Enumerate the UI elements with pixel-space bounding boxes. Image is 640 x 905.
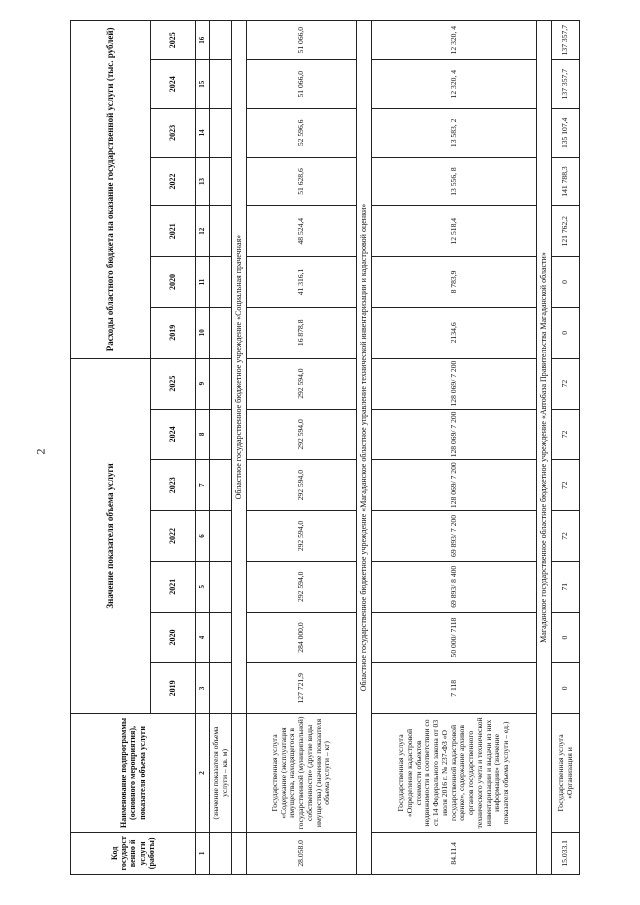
column-index: 4 bbox=[196, 612, 210, 663]
volume-value: 292 594,0 bbox=[247, 511, 357, 562]
volume-value: 69 893/ 7 200 bbox=[372, 511, 537, 562]
name-cell: Государственная услуга «Определение кадастровой стоимости объектов недвижимости в соответствии со ст. 14 Федерального закона от 03 июля 2016 г. № 237-ФЗ «О государственной кадастровой оценке», содержание архивов органов государственного технического учета и технической инвентаризации и выдачи из них информации» (значение показателя объема услуги – ед.) bbox=[372, 714, 537, 832]
header-year: 2020 bbox=[151, 257, 196, 308]
name-cell: (значение показателя объема услуги – кв. м) bbox=[210, 714, 232, 832]
column-index: 8 bbox=[196, 409, 210, 460]
header-expense-group: Расходы областного бюджета на оказание государственной услуги (тыс. рублей) bbox=[71, 21, 151, 359]
table-row bbox=[210, 21, 232, 875]
table-row bbox=[552, 21, 580, 875]
expense-value: 52 596,6 bbox=[247, 109, 357, 158]
volume-value: 7 118 bbox=[372, 663, 537, 714]
rotated-document-page bbox=[70, 20, 590, 875]
column-index: 14 bbox=[196, 109, 210, 158]
table-row bbox=[247, 21, 357, 875]
volume-value: 292 594,0 bbox=[247, 409, 357, 460]
code-cell: 84.11.4 bbox=[372, 832, 537, 874]
column-index: 2 bbox=[196, 714, 210, 832]
header-year: 2025 bbox=[151, 358, 196, 409]
section-title-row bbox=[357, 21, 372, 875]
expense-value: 41 316,1 bbox=[247, 257, 357, 308]
expense-value: 121 762,2 bbox=[552, 206, 580, 257]
volume-value: 292 594,0 bbox=[247, 358, 357, 409]
column-index: 7 bbox=[196, 460, 210, 511]
expense-value: 13 556, 8 bbox=[372, 157, 537, 206]
expense-value: 2134,6 bbox=[372, 307, 537, 358]
column-index: 5 bbox=[196, 561, 210, 612]
expense-value: 51 066,0 bbox=[247, 60, 357, 109]
column-index: 1 bbox=[196, 832, 210, 874]
section-title: Областное государственное бюджетное учреждение «Магаданское областное управление технической инвентаризации и кадастровой оценки» bbox=[357, 21, 372, 875]
expense-value: 135 107,4 bbox=[552, 109, 580, 158]
section-title: Областное государственное бюджетное учреждение «Социальная прачечная» bbox=[232, 21, 247, 714]
expense-value: 141 788,3 bbox=[552, 157, 580, 206]
volume-value: 292 594,0 bbox=[247, 561, 357, 612]
section-title: Магаданское государственное областное бюджетное учреждение «Автобаза Правительства Магаданской области» bbox=[537, 21, 552, 875]
expense-value: 12 320, 4 bbox=[372, 21, 537, 60]
volume-value: 0 bbox=[552, 612, 580, 663]
expense-value: 48 524,4 bbox=[247, 206, 357, 257]
header-year: 2021 bbox=[151, 561, 196, 612]
section-title-row bbox=[232, 21, 247, 875]
header-year: 2019 bbox=[151, 663, 196, 714]
volume-value: 72 bbox=[552, 358, 580, 409]
expense-value: 51 066,0 bbox=[247, 21, 357, 60]
volume-value: 128 069/ 7 200 bbox=[372, 409, 537, 460]
header-year: 2022 bbox=[151, 157, 196, 206]
header-year: 2020 bbox=[151, 612, 196, 663]
header-year: 2022 bbox=[151, 511, 196, 562]
table-row bbox=[372, 21, 537, 875]
header-volume-group: Значение показателя объема услуги bbox=[71, 358, 151, 714]
volume-value: 127 721,9 bbox=[247, 663, 357, 714]
header-year: 2023 bbox=[151, 109, 196, 158]
column-index: 9 bbox=[196, 358, 210, 409]
section-title-row bbox=[537, 21, 552, 875]
expense-value: 137 357,7 bbox=[552, 21, 580, 60]
volume-value: 284 000,0 bbox=[247, 612, 357, 663]
volume-value: 72 bbox=[552, 511, 580, 562]
code-cell: 15.033.1 bbox=[552, 832, 580, 874]
page-number: 2 bbox=[33, 448, 48, 455]
expense-value: 12 320, 4 bbox=[372, 60, 537, 109]
services-table bbox=[70, 20, 580, 875]
name-cell: Государственная услуга «Содержание (эксплуатация имущества, находящегося в государственной (муниципальной) собственности» (другие виды имущества) (значение показателя объема услуги – кг) bbox=[247, 714, 357, 832]
expense-value: 8 783,9 bbox=[372, 257, 537, 308]
volume-value: 72 bbox=[552, 409, 580, 460]
code-cell bbox=[210, 832, 232, 874]
name-cell bbox=[232, 714, 247, 832]
expense-value: 51 628,6 bbox=[247, 157, 357, 206]
expense-value: 137 357,7 bbox=[552, 60, 580, 109]
expense-value: 16 878,8 bbox=[247, 307, 357, 358]
column-index-row bbox=[196, 21, 210, 875]
volume-value: 0 bbox=[552, 663, 580, 714]
header-year: 2025 bbox=[151, 21, 196, 60]
header-year: 2023 bbox=[151, 460, 196, 511]
column-index: 11 bbox=[196, 257, 210, 308]
volume-value: 71 bbox=[552, 561, 580, 612]
code-cell: 28.058.0 bbox=[247, 832, 357, 874]
column-index: 6 bbox=[196, 511, 210, 562]
volume-value: 72 bbox=[552, 460, 580, 511]
expense-value: 0 bbox=[552, 257, 580, 308]
column-index: 10 bbox=[196, 307, 210, 358]
code-cell bbox=[232, 832, 247, 874]
header-year: 2019 bbox=[151, 307, 196, 358]
column-index: 13 bbox=[196, 157, 210, 206]
header-year: 2024 bbox=[151, 60, 196, 109]
volume-value: 50 000/ 7118 bbox=[372, 612, 537, 663]
header-code: Код государственно й услуги (работы) bbox=[71, 832, 196, 874]
volume-value: 292 594,0 bbox=[247, 460, 357, 511]
column-index: 15 bbox=[196, 60, 210, 109]
volume-value: 128 069/ 7 200 bbox=[372, 358, 537, 409]
column-index: 12 bbox=[196, 206, 210, 257]
expense-value: 13 583, 2 bbox=[372, 109, 537, 158]
expense-value: 0 bbox=[552, 307, 580, 358]
column-index: 3 bbox=[196, 663, 210, 714]
expense-value: 12 518,4 bbox=[372, 206, 537, 257]
name-cell: Государственная услуга «Организация и bbox=[552, 714, 580, 832]
header-name: Наименование подпрограммы (основного мероприятия), показателя объема услуги bbox=[71, 714, 196, 832]
header-year: 2024 bbox=[151, 409, 196, 460]
volume-value: 128 069/ 7 200 bbox=[372, 460, 537, 511]
volume-value: 69 893/ 8 400 bbox=[372, 561, 537, 612]
header-year: 2021 bbox=[151, 206, 196, 257]
column-index: 16 bbox=[196, 21, 210, 60]
